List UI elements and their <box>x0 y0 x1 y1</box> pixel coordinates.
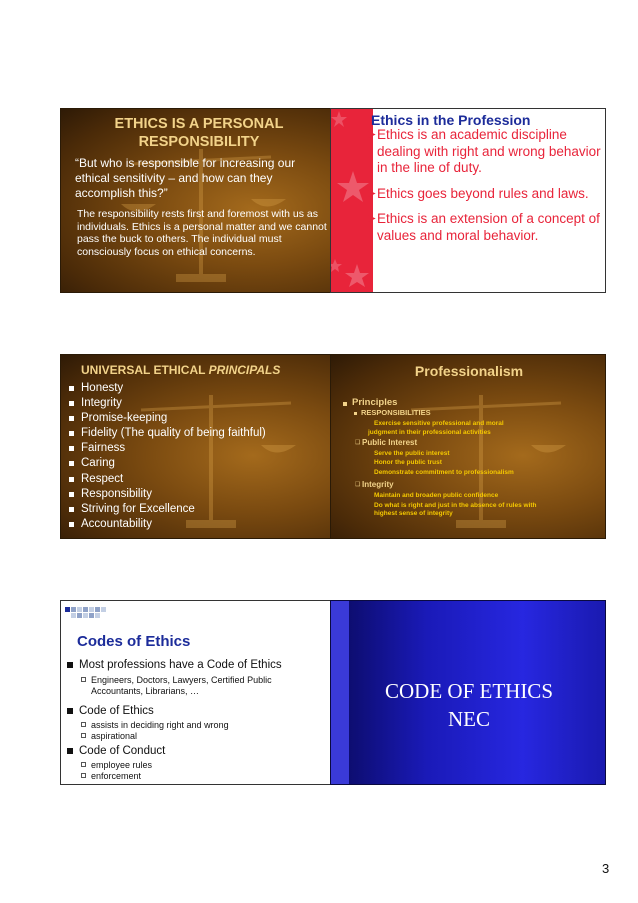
slide-title: ETHICS IS A PERSONAL RESPONSIBILITY <box>114 116 284 150</box>
list-item: Promise-keeping <box>61 411 266 426</box>
arrow-icon: ➤ <box>367 213 377 226</box>
responsibilities-heading: RESPONSIBILITIES <box>361 408 431 417</box>
list-subitem: Accountants, Librarians, … <box>91 686 200 696</box>
principles-list <box>61 381 266 532</box>
integrity-heading: Integrity <box>362 480 394 489</box>
slide-title: Professionalism <box>414 363 524 379</box>
list-subitem: Engineers, Doctors, Lawyers, Certified Public <box>81 675 272 686</box>
slide-quote: “But who is responsible for increasing our ethical sensitivity – and how can they accomplish this?” <box>75 156 296 200</box>
slide-code-of-ethics-nec <box>330 600 606 785</box>
list-item: Responsibility <box>61 487 266 502</box>
slide-personal-responsibility <box>60 108 336 293</box>
list-item: ➤ Ethics is an extension of a concept of values and moral behavior. <box>367 211 600 243</box>
list-item: Most professions have a Code of Ethics <box>67 659 282 671</box>
list-item: Code of Conduct <box>67 745 165 757</box>
slide-title: Codes of Ethics <box>77 633 191 650</box>
list-item: Respect <box>61 472 266 487</box>
arrow-icon: ➤ <box>367 187 377 200</box>
list-item: Caring <box>61 456 266 471</box>
slide-title: CODE OF ETHICS NEC <box>384 679 553 731</box>
list-item: ➤ Ethics goes beyond rules and laws. <box>367 185 589 201</box>
slide-universal-principals <box>60 354 336 539</box>
list-item: Fidelity (The quality of being faithful) <box>61 426 266 441</box>
slide-title: UNIVERSAL ETHICAL PRINCIPALS <box>81 363 281 377</box>
slide-professionalism: Professionalism Principles RESPONSIBILITIES Exercise sensitive professional and moral judgment in their professional activities ❑ Public Interest Serve the public interest Honor the public trust Demonstrate commitment to professionalism ❑ Integrity Maintain and broaden public confidence Do what is right and just in the absence of rules with highest sense of integrity <box>330 354 606 539</box>
arrow-icon: ➤ <box>367 129 377 141</box>
list-item: Fairness <box>61 441 266 456</box>
list-subitem: assists in deciding right and wrong <box>81 720 229 731</box>
list-item: ➤ Ethics is an academic discipline dealing with right and wrong behavior in the line of duty. <box>367 127 601 176</box>
slide-title: Ethics in the Profession <box>371 112 531 128</box>
list-item: Striving for Excellence <box>61 502 266 517</box>
list-item: Code of Ethics <box>67 705 154 717</box>
public-interest-heading: Public Interest <box>362 438 418 447</box>
page-number: 3 <box>602 861 610 876</box>
list-subitem: employee rules <box>81 760 152 771</box>
list-subitem: aspirational <box>81 731 137 742</box>
scales-icon <box>331 355 606 539</box>
list-subitem: enforcement <box>81 771 141 782</box>
list-item: Honesty <box>61 381 266 396</box>
slide-body: The responsibility rests first and foremost with us as individuals. Ethics is a personal matter and we cannot pass the buck to others. The individual must consciously focus on ethical concerns. <box>77 208 327 259</box>
principles-heading: Principles <box>352 397 398 408</box>
slide-points <box>367 127 606 245</box>
slide-codes-of-ethics <box>60 600 336 785</box>
list-item: Integrity <box>61 396 266 411</box>
slide-ethics-in-profession <box>330 108 606 293</box>
checker-decoration-icon <box>65 607 125 621</box>
list-item: Accountability <box>61 517 266 532</box>
